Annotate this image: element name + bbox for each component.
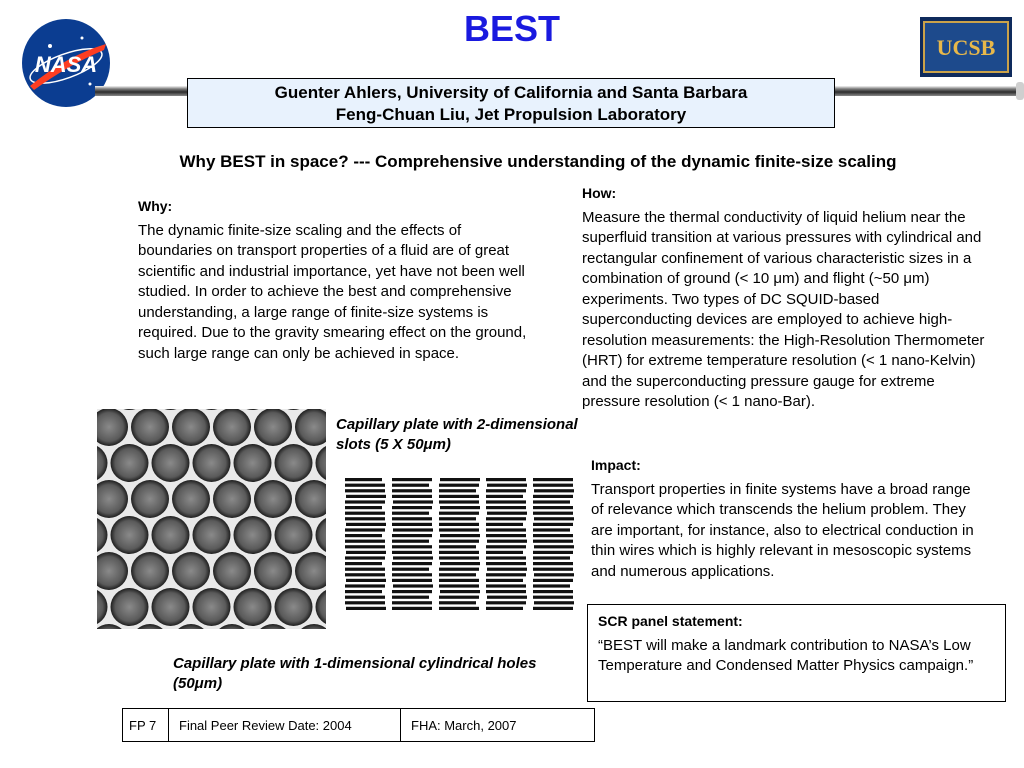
slot: [534, 517, 574, 520]
impact-heading: Impact:: [591, 457, 641, 473]
slot: [487, 540, 527, 543]
slot: [393, 528, 433, 531]
slot: [345, 506, 382, 509]
scr-statement-box: [587, 604, 1006, 702]
slot: [392, 478, 432, 481]
slide-title: BEST: [463, 8, 560, 49]
hole: [111, 444, 149, 482]
slots-image: [343, 476, 575, 616]
slot: [533, 556, 570, 559]
slot: [439, 584, 479, 587]
slot: [392, 596, 429, 599]
slot: [345, 601, 385, 604]
slot: [345, 590, 382, 593]
impact-body: Transport properties in finite systems have a broad range of relevance which transcends the helium problem. They are important, for instance, also to electrical conduction in thin wires which is highly relevant in mesoscopic systems and numerous applications.: [591, 480, 974, 580]
slot: [345, 534, 382, 537]
hole: [234, 444, 272, 482]
why-section: [138, 196, 538, 364]
slot: [486, 556, 526, 559]
slot: [392, 484, 429, 487]
slot: [346, 523, 386, 526]
slot: [440, 590, 480, 593]
slot: [439, 495, 479, 498]
slot: [534, 545, 574, 548]
hole: [172, 480, 210, 518]
authors-box: [187, 78, 835, 128]
slot: [486, 495, 523, 498]
hole: [234, 516, 272, 554]
slot: [392, 579, 432, 582]
slot: [392, 573, 432, 576]
slot: [345, 478, 382, 481]
hole: [152, 444, 190, 482]
hole: [172, 409, 210, 446]
hole: [193, 444, 231, 482]
hole: [131, 552, 169, 590]
slot: [392, 534, 432, 537]
slot: [439, 528, 479, 531]
slot: [440, 562, 480, 565]
slot: [534, 573, 574, 576]
review-date: Final Peer Review Date: 2004: [169, 709, 401, 741]
slot: [486, 545, 526, 548]
slot: [533, 528, 570, 531]
slot: [533, 579, 573, 582]
slot: [439, 607, 479, 610]
slot: [439, 545, 476, 548]
slot: [392, 551, 432, 554]
hole: [254, 409, 292, 446]
slot: [439, 523, 479, 526]
slot: [487, 512, 527, 515]
slot: [533, 495, 573, 498]
slot: [439, 517, 476, 520]
how-section: [582, 183, 992, 413]
slot: [533, 540, 573, 543]
slot: [439, 568, 479, 571]
slot: [392, 607, 432, 610]
hole: [213, 409, 251, 446]
slot: [345, 545, 385, 548]
svg-text:NASA: NASA: [34, 52, 98, 77]
hole: [234, 588, 272, 626]
hole: [275, 444, 313, 482]
slot: [487, 568, 527, 571]
slot: [533, 523, 573, 526]
slot: [533, 568, 573, 571]
slot: [534, 489, 574, 492]
hole: [193, 516, 231, 554]
slot: [486, 517, 526, 520]
slot: [393, 584, 433, 587]
slot: [346, 579, 386, 582]
slot: [439, 484, 479, 487]
slot: [392, 562, 432, 565]
slot: [486, 590, 526, 593]
slot: [533, 551, 573, 554]
hole: [213, 552, 251, 590]
hole: [213, 480, 251, 518]
slot: [439, 556, 479, 559]
slot: [392, 568, 429, 571]
slot: [439, 579, 479, 582]
slot: [533, 500, 570, 503]
slot: [533, 590, 573, 593]
holes-caption: Capillary plate with 1-dimensional cylindrical holes (50μm): [173, 655, 537, 692]
hole: [131, 480, 169, 518]
slot: [439, 551, 479, 554]
hole: [111, 588, 149, 626]
hole: [152, 516, 190, 554]
slot: [487, 484, 527, 487]
slot: [345, 596, 385, 599]
header-divider-cap: [1016, 82, 1024, 100]
author-line-2: Feng-Chuan Liu, Jet Propulsion Laboratory: [335, 105, 687, 124]
slot: [486, 489, 526, 492]
hole: [152, 588, 190, 626]
footer-bar: [122, 708, 595, 742]
slot: [486, 500, 526, 503]
question-heading: Why BEST in space? --- Comprehensive understanding of the dynamic finite-size scaling: [179, 152, 897, 171]
slot: [439, 512, 479, 515]
slot: [486, 551, 523, 554]
slot: [392, 506, 432, 509]
slot: [533, 534, 573, 537]
slot: [345, 562, 382, 565]
slot: [440, 534, 480, 537]
slot: [345, 528, 385, 531]
slot: [440, 478, 480, 481]
slot: [346, 607, 386, 610]
slot: [439, 540, 479, 543]
slot: [392, 523, 432, 526]
slot: [439, 596, 479, 599]
how-heading: How:: [582, 185, 617, 201]
author-line-1: Guenter Ahlers, University of California and Santa Barbara: [274, 83, 748, 102]
slot: [345, 489, 385, 492]
why-heading: Why:: [138, 198, 173, 214]
slot: [533, 607, 573, 610]
slot: [533, 478, 573, 481]
slot: [392, 590, 432, 593]
slot: [345, 556, 385, 559]
slot: [345, 540, 385, 543]
slot: [486, 579, 523, 582]
slot: [439, 601, 476, 604]
slot: [533, 512, 573, 515]
slot: [346, 495, 386, 498]
slot: [439, 500, 479, 503]
slot: [486, 534, 526, 537]
slot: [486, 601, 526, 604]
hole: [254, 480, 292, 518]
page-number: FP 7: [123, 709, 169, 741]
slot: [392, 512, 429, 515]
slot: [392, 540, 429, 543]
scr-heading: SCR panel statement:: [598, 613, 743, 629]
slot: [345, 484, 385, 487]
slot: [486, 528, 526, 531]
hole: [172, 552, 210, 590]
slot: [392, 489, 432, 492]
slot: [486, 562, 526, 565]
cylindrical-holes-image: [97, 409, 326, 629]
slot: [345, 584, 385, 587]
slot: [440, 506, 480, 509]
slot: [486, 584, 526, 587]
slot: [393, 556, 433, 559]
hole: [131, 409, 169, 446]
hole: [254, 552, 292, 590]
slot: [392, 495, 432, 498]
slot: [392, 517, 432, 520]
slot: [534, 601, 574, 604]
fha-date: FHA: March, 2007: [411, 717, 517, 733]
slots-caption: Capillary plate with 2-dimensional slots (5 X 50μm): [336, 416, 578, 453]
slot: [486, 506, 526, 509]
slot: [533, 584, 570, 587]
slot: [345, 500, 385, 503]
slot: [392, 545, 432, 548]
hole: [193, 588, 231, 626]
slot: [487, 596, 527, 599]
slot: [533, 562, 573, 565]
scr-body: “BEST will make a landmark contribution to NASA’s Low Temperature and Condensed Matter Physics campaign.”: [598, 636, 974, 674]
hole: [111, 516, 149, 554]
impact-section: [591, 455, 986, 582]
how-body: Measure the thermal conductivity of liquid helium near the superfluid transition at various pressures with cylindrical and rectangular confinement of various characteristic sizes in a combination of ground (< 10 μm) and flight (~50 μm) experiments. Two types of DC SQUID-based superconducting devices are employed to achieve high-resolution measurements: the High-Resolution Thermometer (HRT) for extreme temperature resolution (< 1 nano-Kelvin) and the superconducting pressure gauge for extreme pressure resolution (< 1 nano-Bar).: [582, 208, 985, 410]
hole: [275, 588, 313, 626]
slot: [486, 478, 526, 481]
slot: [486, 573, 526, 576]
slot: [486, 607, 523, 610]
slot: [533, 484, 573, 487]
slot: [392, 601, 432, 604]
slot: [345, 512, 385, 515]
svg-text:UCSB: UCSB: [936, 35, 996, 60]
slot: [486, 523, 523, 526]
slot: [533, 596, 573, 599]
slot: [393, 500, 433, 503]
slot: [439, 573, 476, 576]
slot: [345, 568, 385, 571]
slot: [345, 517, 385, 520]
why-body: The dynamic finite-size scaling and the effects of boundaries on transport properties of a fluid are of great scientific and industrial importance, yet have not been well studied. In order to achieve the best and comprehensive understanding, a large range of finite-size systems is required. Due to the gravity smearing effect on the ground, such large range can only be achieved in space.: [138, 221, 527, 362]
hole: [275, 516, 313, 554]
slot: [533, 506, 573, 509]
slot: [439, 489, 476, 492]
slot: [346, 551, 386, 554]
slot: [345, 573, 385, 576]
